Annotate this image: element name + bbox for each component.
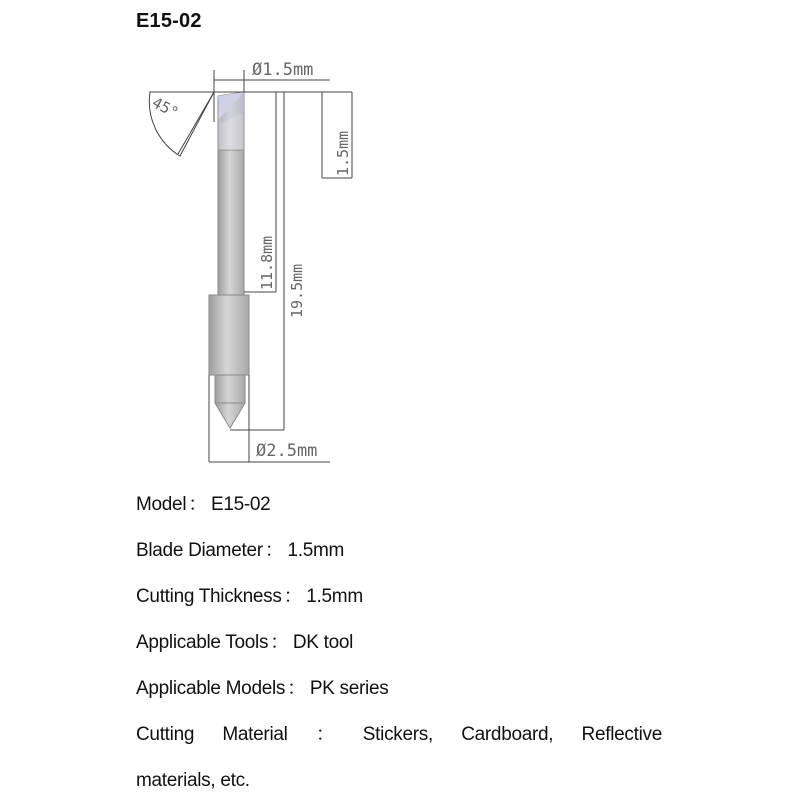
spec-applicable-tools: [136, 628, 662, 674]
spec-cutting-material-word3: Stickers,: [362, 724, 433, 745]
spec-cutting-material-tail: [136, 766, 662, 806]
spec-blade-diameter-sep: ：: [264, 540, 284, 561]
spec-cutting-thickness-sep: ：: [283, 586, 303, 607]
tip-length-label: 1.5mm: [334, 130, 352, 176]
blade-upper-shaft: [218, 150, 244, 295]
blade-collar: [209, 295, 249, 375]
spec-cutting-material: [136, 720, 662, 766]
angle-label: 45°: [149, 93, 182, 123]
spec-applicable-models: [136, 674, 662, 720]
spec-model: [136, 490, 662, 536]
spec-model-value: E15-02: [210, 494, 271, 515]
blade-length-label: 11.8mm: [258, 235, 276, 290]
spec-model-label: Model: [136, 494, 187, 515]
spec-list: [136, 490, 662, 806]
top-diameter-label: Ø1.5mm: [252, 60, 314, 80]
spec-applicable-models-value: PK series: [309, 678, 389, 699]
spec-applicable-models-label: Applicable Models: [136, 678, 286, 699]
spec-cutting-thickness: [136, 582, 662, 628]
spec-cutting-thickness-label: Cutting Thickness: [136, 586, 282, 607]
bottom-diameter-label: Ø2.5mm: [256, 441, 318, 461]
spec-cutting-thickness-value: 1.5mm: [306, 586, 363, 607]
spec-applicable-tools-sep: ：: [270, 632, 289, 653]
product-title: E15-02: [136, 10, 202, 32]
spec-cutting-material-word4: Cardboard,: [461, 724, 554, 745]
blade-bottom-tip: [215, 403, 245, 428]
angle-ray: [178, 92, 214, 154]
spec-applicable-tools-value: DK tool: [292, 632, 354, 653]
spec-cutting-material-tail-text: materials, etc.: [136, 770, 250, 791]
spec-applicable-tools-label: Applicable Tools: [136, 632, 269, 653]
spec-blade-diameter-label: Blade Diameter: [136, 540, 263, 561]
spec-model-sep: ：: [188, 494, 207, 515]
spec-cutting-material-word2: Material: [222, 724, 288, 745]
spec-cutting-material-sep: ：: [315, 724, 335, 745]
spec-applicable-models-sep: ：: [287, 678, 306, 699]
total-length-label: 19.5mm: [288, 263, 306, 318]
spec-cutting-material-word1: Cutting: [136, 724, 195, 745]
spec-cutting-material-word5: Reflective: [581, 724, 662, 745]
blade-lower-shaft: [215, 375, 245, 403]
spec-blade-diameter: [136, 536, 662, 582]
spec-blade-diameter-value: 1.5mm: [287, 540, 345, 561]
